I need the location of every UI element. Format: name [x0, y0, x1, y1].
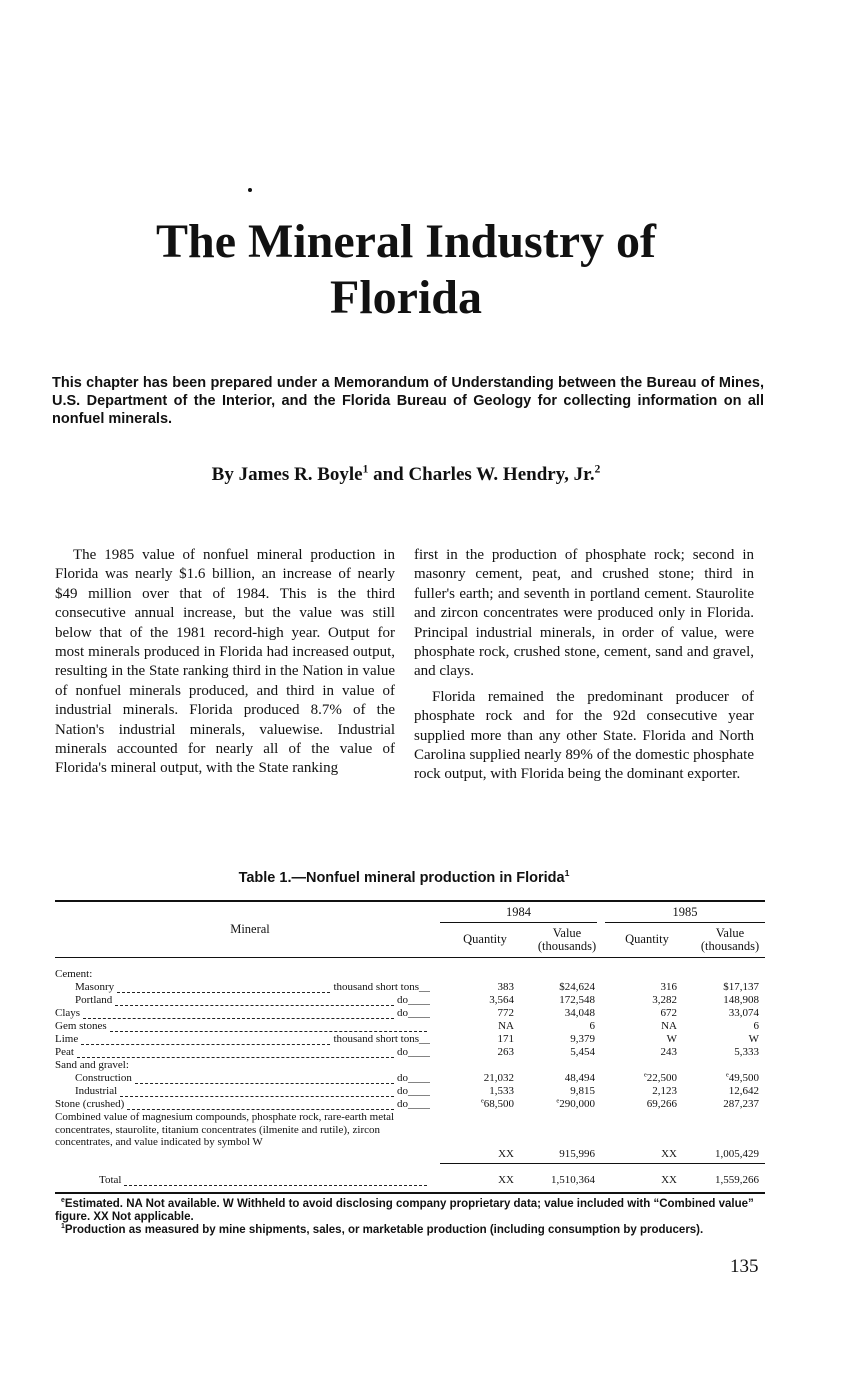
cell-quantity-1985: 672	[660, 1007, 677, 1019]
year-1984-rule	[440, 922, 597, 923]
cell-quantity-1985: 316	[660, 981, 677, 993]
cell-value-1985: 1,005,429	[715, 1148, 759, 1160]
cell-quantity-1984: 1,533	[489, 1085, 514, 1097]
stray-dot	[248, 188, 252, 192]
cell-quantity-1985: NA	[661, 1020, 677, 1032]
body-column-right	[414, 546, 754, 791]
body-paragraph-1: The 1985 value of nonfuel mineral production in Florida was nearly $1.6 billion, an increase of nearly $49 million over that of 1984. This is the third consecutive annual increase, but the value was still below that of the 1981 record-high year. Output for most minerals produced in Florida had increased output, resulting in the State ranking third in the Nation in value of nonfuel minerals produced, and third in value of industrial minerals. Florida produced 8.7% of the Nation's industrial minerals, valuewise. Industrial minerals accounted for nearly all of the value of Florida's mineral output, with the State ranking	[55, 547, 395, 777]
memorandum-note: This chapter has been prepared under a Memorandum of Understanding between the Bureau of Mines, U.S. Department of the Interior, and the Florida Bureau of Geology for collecting information on all nonfuel minerals.	[52, 375, 764, 427]
body-paragraph-3: Florida remained the predominant producer of phosphate rock and for the 92d consecutive year supplied more than any other State. Florida and North Carolina supplied nearly 89% of the domestic phosphate rock output, with Florida being the dominant exporter.	[414, 688, 754, 783]
row-label: Lime	[55, 1033, 79, 1045]
page-title	[0, 214, 812, 326]
body-paragraph-2: first in the production of phosphate rock; second in masonry cement, peat, and crushed stone; third in fuller's earth; and seventh in portland cement. Staurolite and zircon concentrates were produced only in Florida. Principal industrial minerals, in order of value, were phosphate rock, crushed stone, cement, sand and gravel, and clays.	[414, 547, 754, 680]
row-unit: thousand short tons__	[333, 981, 430, 993]
row-unit: do____	[397, 1072, 430, 1084]
cell-value-1985: 5,333	[734, 1046, 759, 1058]
page-number: 135	[730, 1256, 759, 1277]
cell-quantity-1984: NA	[498, 1020, 514, 1032]
cell-value-1984: 34,048	[564, 1007, 595, 1019]
row-label: Gem stones	[55, 1020, 107, 1032]
cell-value-1984: 172,548	[559, 994, 595, 1006]
col-header-quantity-1984: Quantity	[463, 932, 507, 946]
cell-quantity-1985: W	[666, 1033, 677, 1045]
byline-sup-1: 1	[362, 463, 369, 476]
row-unit: do____	[397, 1007, 430, 1019]
cell-value-1985: W	[748, 1033, 759, 1045]
cell-quantity-1984: 383	[497, 981, 514, 993]
cell-value-1985: 287,237	[723, 1098, 759, 1110]
table-row-total	[55, 1174, 765, 1186]
cell-value-1984: 9,379	[570, 1033, 595, 1045]
cell-value-1984: 1,510,364	[551, 1174, 595, 1186]
table-row-clays	[55, 1007, 765, 1019]
table-caption	[0, 870, 808, 886]
cell-value-1984: 48,494	[564, 1072, 595, 1084]
table-row-peat	[55, 1046, 765, 1058]
cell-value-1985: 148,908	[723, 994, 759, 1006]
col-header-year-1985: 1985	[672, 905, 698, 919]
table-row-combined	[55, 1148, 765, 1160]
cell-quantity-1985: XX	[661, 1174, 677, 1186]
combined-value-label: Combined value of magnesium compounds, phosphate rock, rare-earth metal concentrates, staurolite, titanium concentrates (ilmenite and rutile), zircon concentrates, and value indicated by symbol W	[55, 1111, 395, 1148]
col-header-year-1984: 1984	[506, 905, 531, 919]
table-row-sand-gravel	[55, 1059, 765, 1071]
table-row-gem-stones	[55, 1020, 765, 1032]
row-unit: do____	[397, 1098, 430, 1110]
table-footnotes	[55, 1198, 767, 1237]
estimated-mark: e	[643, 1071, 647, 1079]
table-row-lime	[55, 1033, 765, 1045]
col-header-value-1985	[690, 927, 770, 953]
row-unit: thousand short tons__	[333, 1033, 430, 1045]
byline-sup-2: 2	[594, 463, 601, 476]
estimated-mark: e	[480, 1097, 484, 1105]
cell-quantity-1985: XX	[661, 1148, 677, 1160]
cell-value-1984: 915,996	[559, 1148, 595, 1160]
value-1984-line2: (thousands)	[537, 939, 597, 953]
table-row-industrial	[55, 1085, 765, 1097]
title-line-1: The Mineral Industry of	[155, 215, 656, 268]
cell-quantity-1984: 21,032	[483, 1072, 514, 1084]
table-row-portland	[55, 994, 765, 1006]
footnote-production: $^1$Production as measured by mine shipments, sales, or marketable production (including consumption by producers).	[61, 1223, 704, 1236]
byline-author-2: and Charles W. Hendry, Jr.	[368, 464, 595, 485]
cell-quantity-1984: $^e$68,500	[480, 1097, 514, 1110]
table-row-construction	[55, 1072, 765, 1084]
year-1985-rule	[605, 922, 765, 923]
cell-value-1985: 12,642	[728, 1085, 759, 1097]
value-1985-line1: Value	[715, 926, 745, 940]
cell-quantity-1985: 3,282	[652, 994, 677, 1006]
body-column-left	[55, 546, 395, 785]
header-bottom-rule	[55, 957, 765, 958]
cell-quantity-1985: 2,123	[652, 1085, 677, 1097]
title-line-2: Florida	[330, 271, 482, 324]
byline	[0, 464, 812, 486]
footnote-estimated: $^e$Estimated. NA Not available. W Withheld to avoid disclosing company proprietary data; value included with “Combined value” figure. XX Not applicable.	[55, 1197, 754, 1223]
row-label: Portland	[75, 994, 113, 1006]
cell-value-1985: 6	[753, 1020, 759, 1032]
table-caption-sup: 1	[564, 868, 570, 879]
value-1985-line2: (thousands)	[700, 939, 760, 953]
byline-author-1: By James R. Boyle	[211, 464, 363, 485]
row-unit: do____	[397, 1046, 430, 1058]
cell-quantity-1984: XX	[498, 1148, 514, 1160]
row-label: Sand and gravel:	[55, 1059, 129, 1071]
cell-quantity-1984: 263	[497, 1046, 514, 1058]
row-unit: do____	[397, 1085, 430, 1097]
cell-value-1985: 33,074	[728, 1007, 759, 1019]
row-label: Masonry	[75, 981, 115, 993]
cell-value-1984: 9,815	[570, 1085, 595, 1097]
col-header-value-1984	[528, 927, 606, 953]
cell-quantity-1984: 772	[497, 1007, 514, 1019]
cell-value-1985: $^e$49,500	[725, 1071, 759, 1084]
cell-value-1984: $^e$290,000	[556, 1097, 595, 1110]
table-caption-text: Table 1.—Nonfuel mineral production in Florida	[238, 870, 565, 886]
table-row-stone-crushed	[55, 1098, 765, 1110]
row-label: Stone (crushed)	[55, 1098, 125, 1110]
row-label: Construction	[75, 1072, 132, 1084]
estimated-mark: e	[725, 1071, 729, 1079]
table-row-masonry	[55, 981, 765, 993]
cell-quantity-1985: $^e$22,500	[643, 1071, 677, 1084]
row-label: Peat	[55, 1046, 74, 1058]
row-label: Industrial	[75, 1085, 118, 1097]
table-top-rule	[55, 900, 765, 902]
row-label: Clays	[55, 1007, 81, 1019]
col-header-quantity-1985: Quantity	[625, 932, 669, 946]
cell-quantity-1985: 69,266	[646, 1098, 677, 1110]
row-label: Cement:	[55, 968, 93, 980]
cell-quantity-1984: 171	[497, 1033, 514, 1045]
table-row-cement	[55, 968, 765, 980]
cell-value-1984: 6	[589, 1020, 595, 1032]
cell-value-1985: $17,137	[723, 981, 759, 993]
cell-quantity-1985: 243	[660, 1046, 677, 1058]
row-label: Total	[99, 1174, 122, 1186]
total-rule	[440, 1163, 765, 1164]
cell-value-1984: 5,454	[570, 1046, 595, 1058]
table-bottom-rule	[55, 1192, 765, 1194]
cell-quantity-1984: XX	[498, 1174, 514, 1186]
estimated-mark: e	[556, 1097, 560, 1105]
col-header-mineral: Mineral	[230, 922, 270, 936]
cell-value-1985: 1,559,266	[715, 1174, 759, 1186]
cell-quantity-1984: 3,564	[489, 994, 514, 1006]
value-1984-line1: Value	[552, 926, 582, 940]
row-unit: do____	[397, 994, 430, 1006]
cell-value-1984: $24,624	[559, 981, 595, 993]
